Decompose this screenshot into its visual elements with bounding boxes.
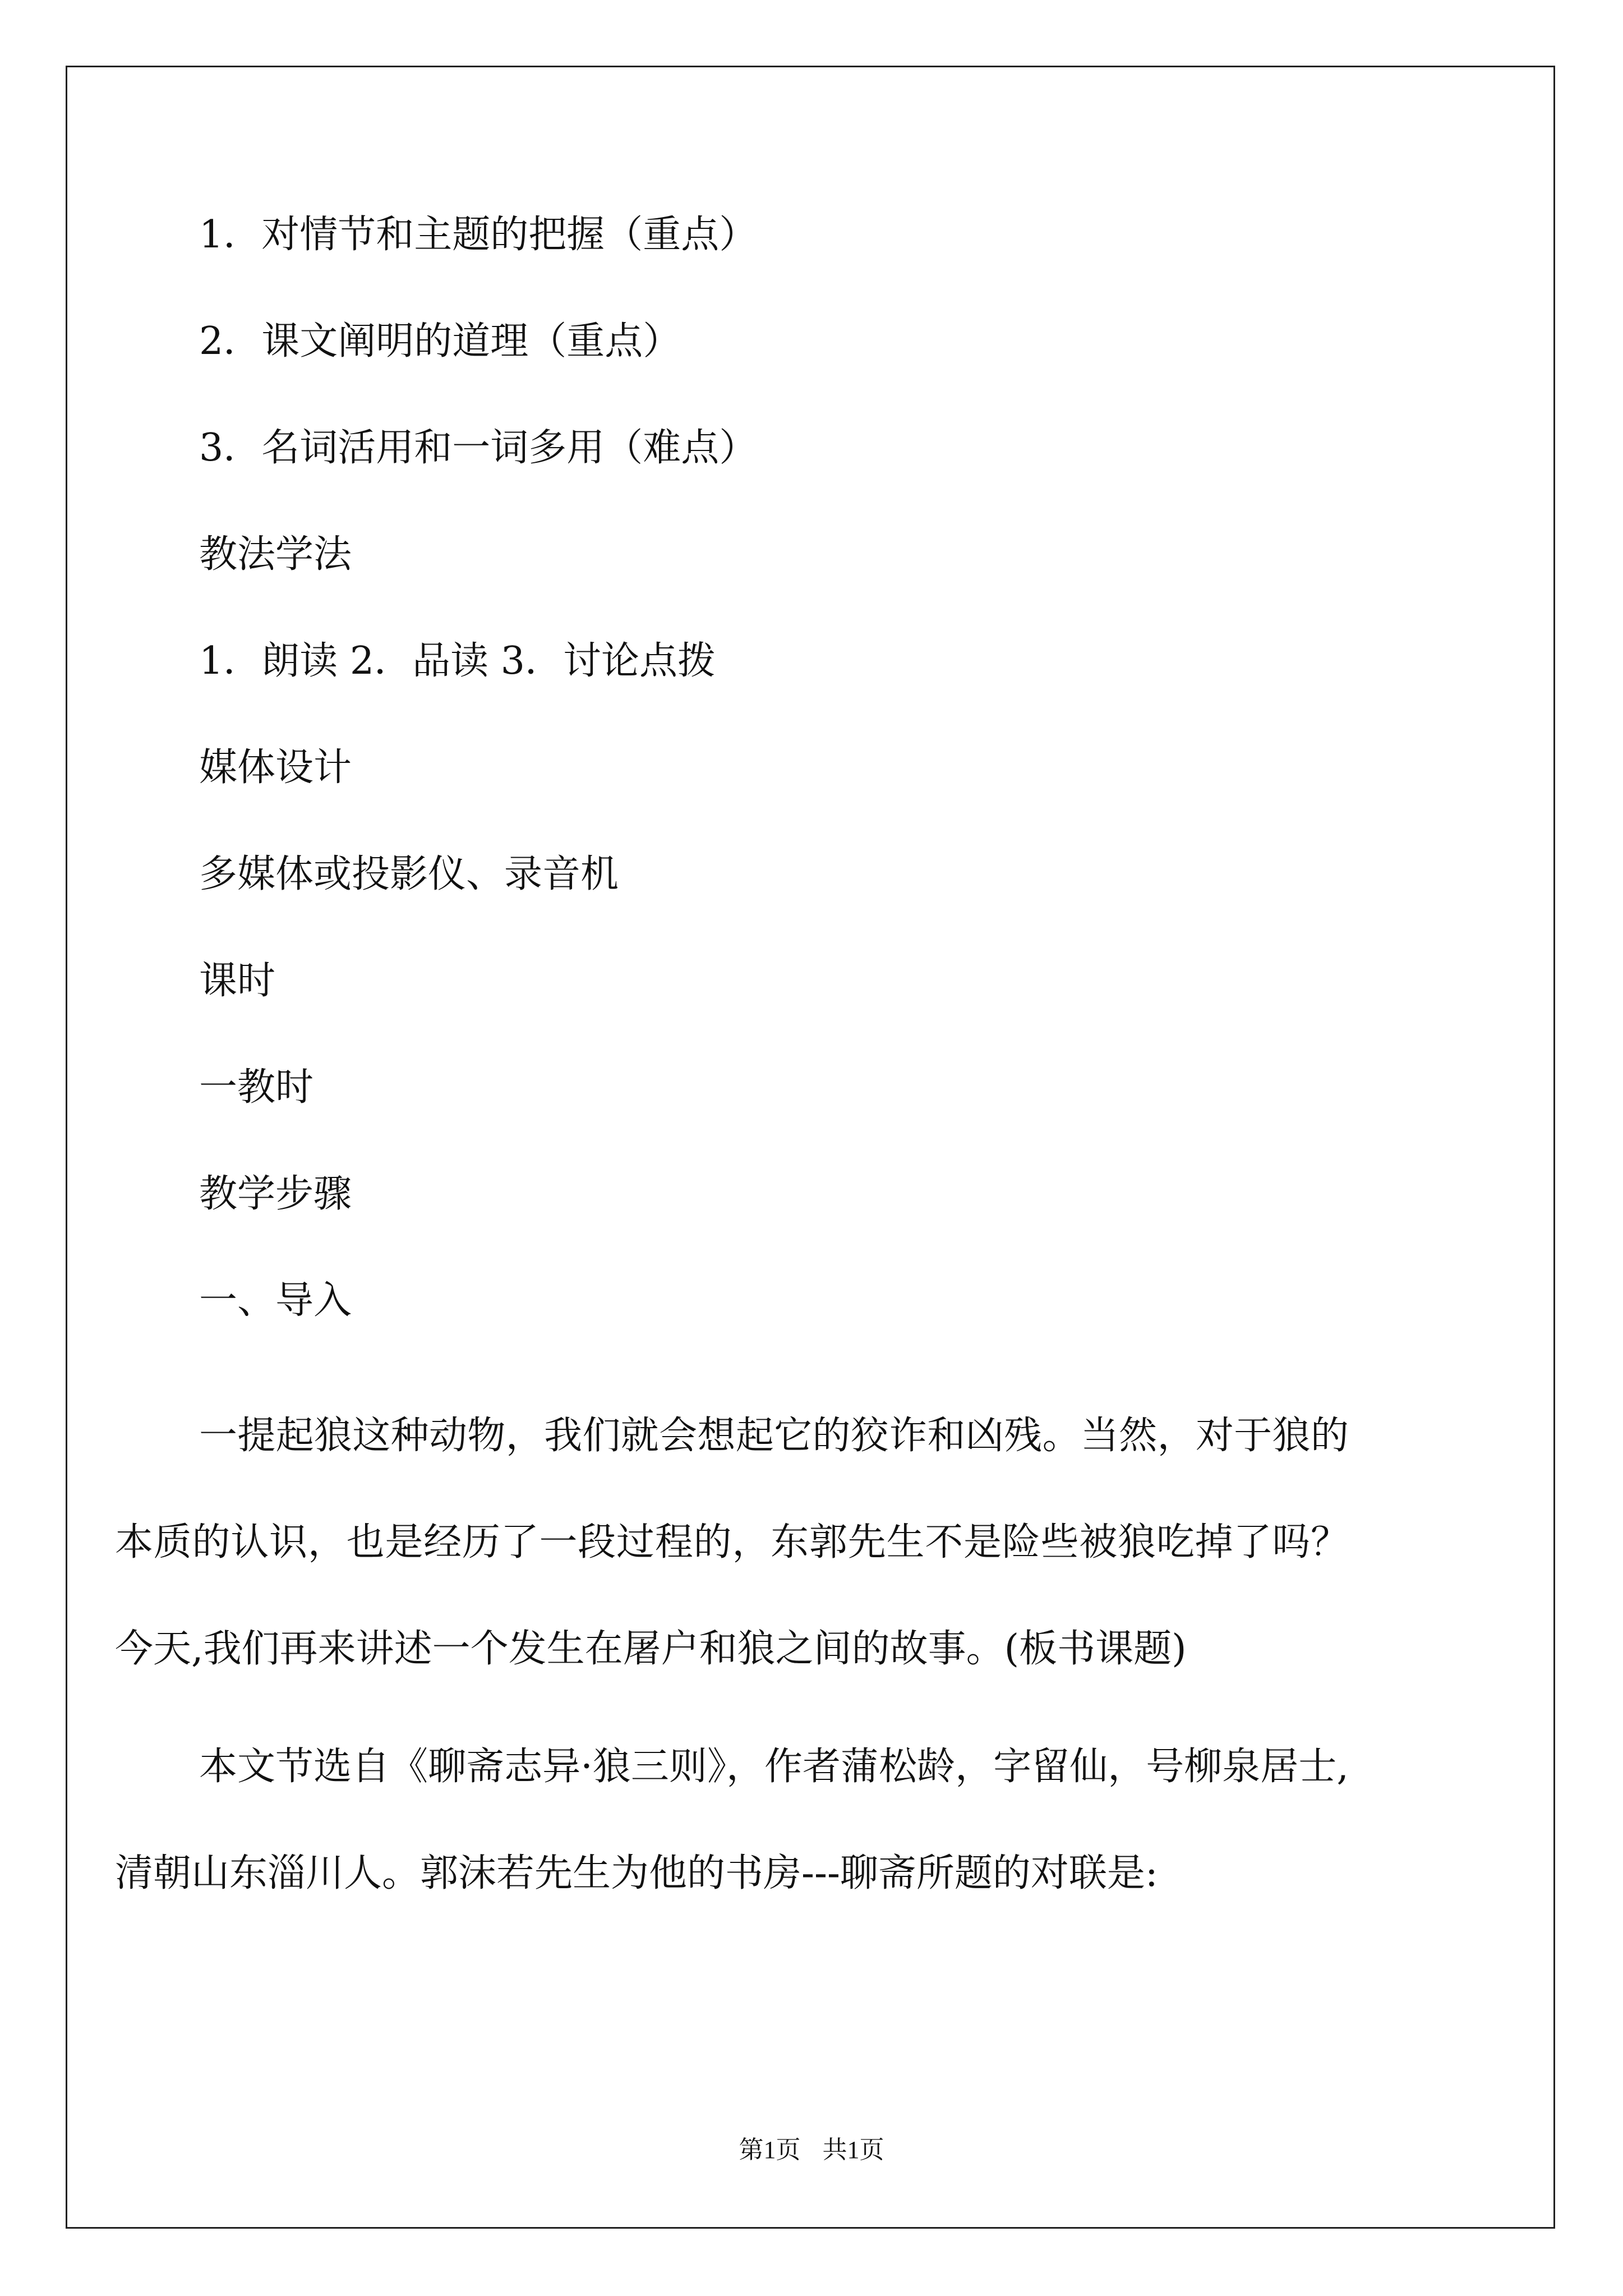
page-number: 第1页 <box>739 2136 801 2164</box>
section-heading-media: 媒体设计 <box>199 746 352 790</box>
page-total: 共1页 <box>822 2136 884 2164</box>
key-point-2: 2．课文阐明的道理（重点） <box>199 319 681 364</box>
section-heading-methods: 教法学法 <box>199 532 352 577</box>
section-heading-periods: 课时 <box>199 959 276 1003</box>
section-heading-steps: 教学步骤 <box>199 1172 352 1216</box>
periods-value: 一教时 <box>199 1065 314 1110</box>
intro-paragraph: 一提起狼这种动物，我们就会想起它的狡诈和凶残。当然，对于狼的本质的认识，也是经历了一段过程的，东郭先生不是险些被狼吃掉了吗？今天,我们再来讲述一个发生在屠户和狼之间的故事。(板书课题) <box>115 1414 1349 1671</box>
key-point-1: 1．对情节和主题的把握（重点） <box>199 213 758 257</box>
media-list: 多媒体或投影仪、录音机 <box>199 852 619 896</box>
author-paragraph: 本文节选自《聊斋志异·狼三则》，作者蒲松龄，字留仙，号柳泉居士,清朝山东淄川人。郭沫若先生为他的书房---聊斋所题的对联是: <box>115 1745 1349 1895</box>
step-1-heading: 一、导入 <box>199 1278 352 1323</box>
key-point-3: 3．名词活用和一词多用（难点） <box>199 426 758 470</box>
page-footer <box>0 2129 1623 2165</box>
paragraph-block <box>115 1383 1433 1927</box>
methods-list: 1．朗读 2．品读 3．讨论点拨 <box>199 639 716 683</box>
